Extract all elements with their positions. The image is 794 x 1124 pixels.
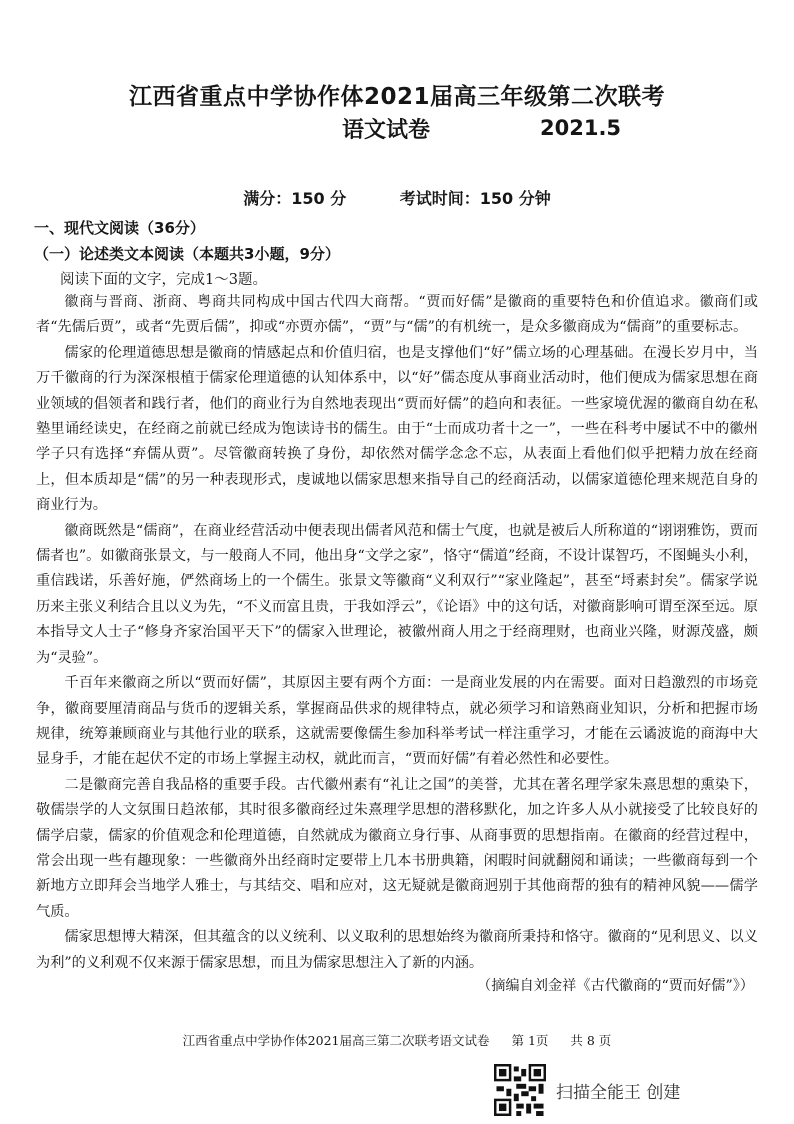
passage-paragraph: 儒家思想博大精深，但其蕴含的以义统利、以义取利的思想始终为徽商所秉持和恪守。徽商的“见利思义、以义为利”的义利观不仅来源于儒家思想，而且为儒家思想注入了新的内涵。 bbox=[36, 929, 758, 971]
passage-source: （摘编自刘金祥《古代徽商的“贾而好儒”》） bbox=[477, 978, 754, 994]
passage-paragraph: 二是徽商完善自我品格的重要手段。古代徽州素有“礼让之国”的美誉，尤其在著名理学家朱熹思想的熏染下，敬儒崇学的人文氛围日趋浓郁，其时很多徽商经过朱熹理学思想的潜移默化，加之许多人从小就接受了比较良好的儒学启蒙，儒家的价值观念和伦理道德，自然就成为徽商立身行事、从商事贾的思想指南。在徽商的经营过程中，常会出现一些有趣现象：一些徽商外出经商时定要带上几本书册典籍，闲暇时间就翻阅和诵读；一些徽商每到一个新地方立即拜会当地学人雅士，与其结交、唱和应对，这无疑就是徽商迥别于其他商帮的独有的精神风貌——儒学气质。 bbox=[36, 776, 758, 920]
full-score: 满分：150 分 bbox=[243, 189, 347, 208]
exam-time: 考试时间：150 分钟 bbox=[399, 189, 551, 208]
exam-title: 江西省重点中学协作体2021届高三年级第二次联考 bbox=[128, 84, 665, 110]
exam-date: 2021.5 bbox=[540, 116, 622, 140]
passage-paragraph: 徽商与晋商、浙商、粤商共同构成中国古代四大商帮。“贾而好儒”是徽商的重要特色和价值追求。徽商们或者“先儒后贾”，或者“先贾后儒”，抑或“亦贾亦儒”，“贾”与“儒”的有机统一，是众多徽商成为“儒商”的重要标志。 bbox=[36, 294, 758, 336]
footer-label: 江西省重点中学协作体2021届高三第二次联考语文试卷 bbox=[182, 1033, 490, 1048]
page-footer bbox=[0, 1031, 794, 1049]
passage-paragraph: 千百年来徽商之所以“贾而好儒”，其原因主要有两个方面：一是商业发展的内在需要。面对日趋激烈的市场竞争，徽商要厘清商品与货币的逻辑关系，掌握商品供求的规律特点，就必须学习和谙熟商业知识，分析和把握市场规律，统筹兼顾商业与其他行业的联系，这就需要像儒生参加科举考试一样注重学习，才能在云谲波诡的商海中大显身手，才能在起伏不定的市场上掌握主动权，就此而言，“贾而好儒”有着必然性和必要性。 bbox=[36, 675, 758, 768]
footer-total: 共 8 页 bbox=[570, 1033, 612, 1048]
exam-subject: 语文试卷 bbox=[342, 118, 431, 143]
passage-paragraph: 徽商既然是“儒商”，在商业经营活动中便表现出儒者风范和儒士气度，也就是被后人所称道的“诩诩雅饬，贾而儒者也”。如徽商张景文，与一般商人不同，他出身“文学之家”，恪守“儒道”经商，不设计谋智巧，不图蝇头小利，重信践诺，乐善好施，俨然商场上的一个儒生。张景文等徽商“义利双行”“家业隆起”，甚至“埒素封矣”。儒家学说历来主张义利结合且以义为先，“不义而富且贵，于我如浮云”，《论语》中的这句话，对徽商影响可谓至深至远。原本指导文人士子“修身齐家治国平天下”的儒家入世理论，被徽州商人用之于经商理财，也商业兴隆，财源茂盛，颇为“灵验”。 bbox=[36, 522, 758, 666]
reading-instruction: 阅读下面的文字，完成1～3题。 bbox=[60, 272, 267, 288]
footer-page: 第 1页 bbox=[511, 1033, 549, 1048]
scanner-watermark: 扫描全能王 创建 bbox=[556, 1083, 681, 1103]
passage-paragraph: 儒家的伦理道德思想是徽商的情感起点和价值归宿，也是支撑他们“好”儒立场的心理基础。在漫长岁月中，当万千徽商的行为深深根植于儒家伦理道德的认知体系中，以“好”儒态度从事商业活动时，他们便成为儒家思想在商业领域的倡领者和践行者，他们的商业行为自然地表现出“贾而好儒”的趋向和表征。一些家境优渥的徽商自幼在私塾里诵经读史，在经商之前就已经成为饱读诗书的儒生。由于“士而成功者十之一”，一些在科考中屡试不中的徽州学子只有选择“弃儒从贾”。尽管徽商转换了身份，却依然对儒学念念不忘，从表面上看他们似乎把精力放在经商上，但本质却是“儒”的另一种表现形式，虔诚地以儒家思想来指导自己的经商活动，以儒家道德伦理来规范自身的商业行为。 bbox=[36, 344, 758, 514]
exam-meta bbox=[0, 186, 794, 209]
section-heading: 一、现代文阅读（36分） bbox=[34, 219, 205, 237]
qr-code-icon bbox=[494, 1064, 546, 1116]
reading-passage bbox=[36, 290, 758, 976]
subsection-heading: （一）论述类文本阅读（本题共3小题，9分） bbox=[34, 245, 340, 263]
